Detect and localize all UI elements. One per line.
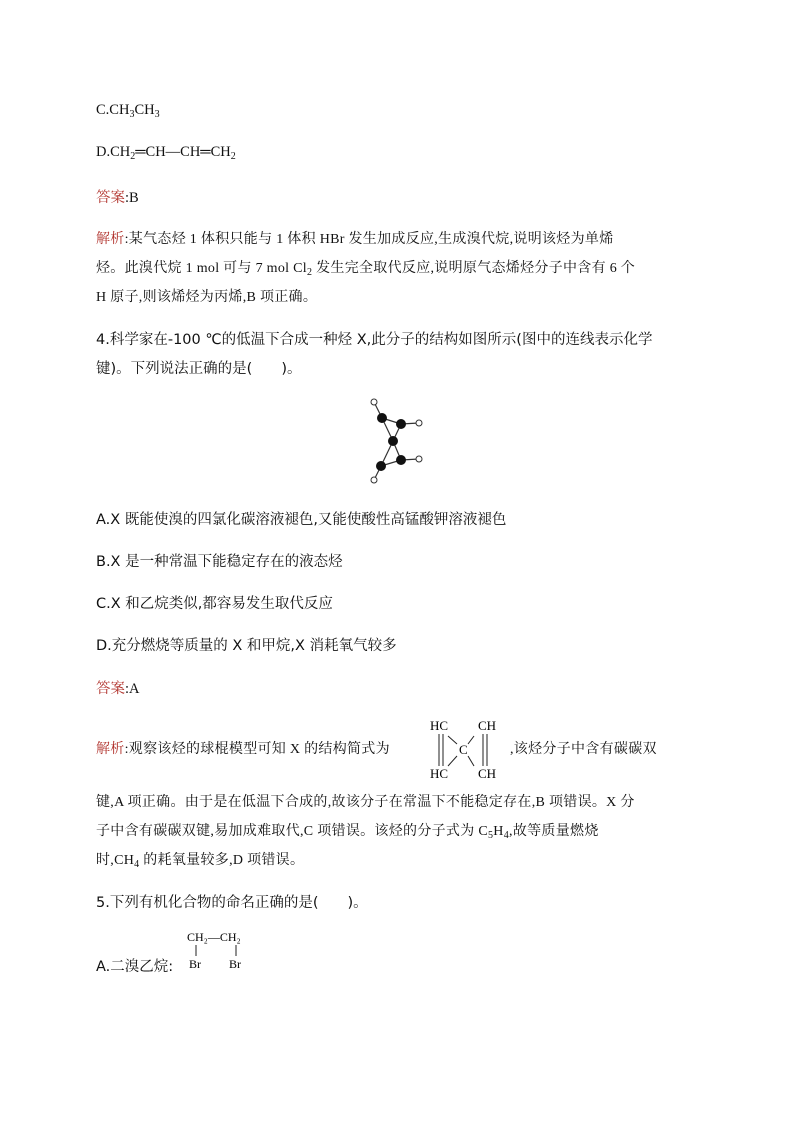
hydrogen-atom [416,420,422,426]
q3-option-d: $D.CH_2═CH—CH═CH_2$ [96,144,236,162]
structural-formula [426,714,508,784]
formula-center: C [459,742,468,757]
q4-option-c: C.X 和乙烷类似,都容易发生取代反应 [96,596,333,612]
q3-analysis-line2: 烃。此溴代烷 1 mol 可与 7 mol $Cl_2$ 发生完全取代反应,说明原气态烯烃分子中含有 6 个 [96,261,636,278]
answer-label: 答案 [96,190,125,206]
q5-option-a-label: A.二溴乙烷: [96,959,174,975]
hydrogen-atom [416,456,422,462]
formula-top-right: CH [478,718,497,733]
q4-analysis-line4: 时$,CH_4$ 的耗氧量较多,D 项错误。 [96,853,305,870]
carbon-atom [377,413,387,423]
q4-answer: 答案:A [96,681,140,697]
carbon-atom [396,455,406,465]
q3-option-c: $C.CH_3CH_3$ [96,102,160,120]
analysis-label: 解析 [96,231,125,247]
carbon-atom [388,436,398,446]
q4-analysis-line2: 键,A 项正确。由于是在低温下合成的,故该分子在常温下不能稳定存在,B 项错误。X 分 [96,795,635,810]
q4-analysis-line1b: ,该烃分子中含有碳碳双 [510,742,657,757]
q4-stem-line1: 4.科学家在-100 ℃的低温下合成一种烃 X,此分子的结构如图所示(图中的连线表示化学 [96,332,653,348]
bromine-label-1: Br [189,957,201,971]
formula-top-left: HC [430,718,449,733]
q4-stem-line2: 键)。下列说法正确的是( )。 [96,361,302,377]
q4-option-b: B.X 是一种常温下能稳定存在的液态烃 [96,554,343,570]
hydrogen-atom [371,399,377,405]
q3-analysis-line1: 解析:某气态烃 1 体积只能与 1 体积 HBr 发生加成反应,生成溴代烷,说明该烃为单烯 [96,231,614,247]
answer-label: 答案 [96,681,125,697]
q5-option-a-structure [183,925,263,973]
structure-chain: CH₂—CH₂ [187,930,241,944]
molecule-ball-stick-model [360,395,432,487]
carbon-atom [376,461,386,471]
q3-analysis-line3: H 原子,则该烯烃为丙烯,B 项正确。 [96,290,318,305]
q4-analysis-line1a: 解析:观察该烃的球棍模型可知 X 的结构简式为 [96,741,390,757]
bromine-label-2: Br [229,957,241,971]
formula-bottom-right: CH [478,766,497,781]
q3-answer: 答案:B [96,190,139,206]
q4-option-a: A.X 既能使溴的四氯化碳溶液褪色,又能使酸性高锰酸钾溶液褪色 [96,512,507,528]
analysis-label: 解析 [96,741,125,757]
carbon-atom [396,419,406,429]
hydrogen-atom [371,477,377,483]
formula-bottom-left: HC [430,766,449,781]
q5-stem: 5.下列有机化合物的命名正确的是( )。 [96,895,368,911]
q4-analysis-line3: 子中含有碳碳双键,易加成难取代,C 项错误。该烃的分子式为 $C_5H_4$,故等质量燃烧 [96,824,599,841]
q4-option-d: D.充分燃烧等质量的 X 和甲烷,X 消耗氧气较多 [96,638,397,654]
